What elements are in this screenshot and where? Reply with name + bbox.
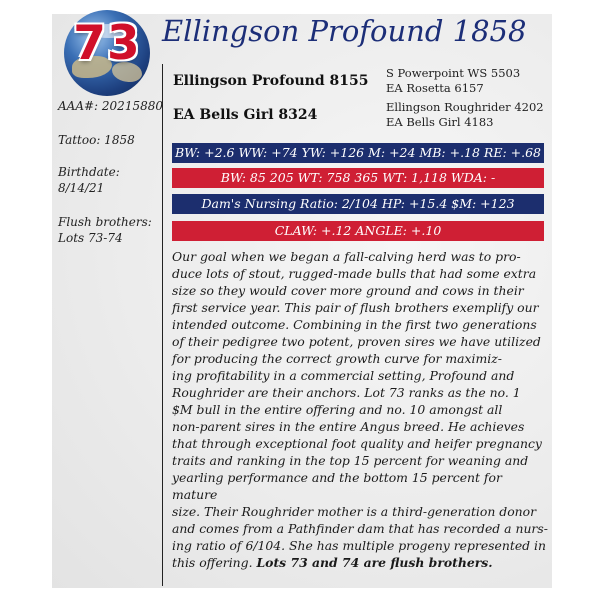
birthdate-label: Birthdate:: [58, 165, 120, 179]
pedigree-dam-sire: Ellingson Roughrider 4202: [386, 100, 544, 114]
description-line: size. Their Roughrider mother is a third-generation donor: [172, 504, 537, 519]
birthdate-value: 8/14/21: [58, 181, 105, 195]
lot-number: 73: [73, 16, 141, 71]
pedigree-sire: Ellingson Profound 8155: [173, 73, 369, 89]
aaa-number: AAA#: 20215880: [58, 99, 163, 113]
description-line: for producing the correct growth curve for maximiz-: [172, 351, 502, 366]
description-line: yearling performance and the bottom 15 percent for mature: [172, 470, 502, 502]
flush-brothers-note: Lots 73 and 74 are flush brothers.: [256, 555, 493, 570]
lot-description: [172, 248, 550, 571]
description-line: duce lots of stout, rugged-made bulls that had some extra: [172, 266, 537, 281]
pedigree-sire-sire: S Powerpoint WS 5503: [386, 66, 521, 80]
description-last-line-start: this offering.: [172, 555, 257, 570]
description-line: ing ratio of 6/104. She has multiple progeny represented in: [172, 538, 546, 553]
flush-brothers-value: Lots 73-74: [58, 231, 123, 245]
description-line: non-parent sires in the entire Angus breed. He achieves: [172, 419, 525, 434]
description-line: and comes from a Pathfinder dam that has recorded a nurs-: [172, 521, 548, 536]
description-line: intended outcome. Combining in the first two generations: [172, 317, 537, 332]
description-line: traits and ranking in the top 15 percent for weaning and: [172, 453, 529, 468]
nursing-ratio-bar: Dam's Nursing Ratio: 2/104 HP: +15.4 $M: +123: [172, 194, 544, 214]
description-line: Roughrider are their anchors. Lot 73 ranks as the no. 1: [172, 385, 521, 400]
description-line: size so they would cover more ground and cows in their: [172, 283, 524, 298]
description-last-line: [172, 554, 550, 571]
epd-bar: BW: +2.6 WW: +74 YW: +126 M: +24 MB: +.18 RE: +.68: [172, 143, 544, 163]
description-line: of their pedigree two potent, proven sires we have utilized: [172, 334, 541, 349]
pedigree-dam: EA Bells Girl 8324: [173, 107, 318, 123]
description-line: ing profitability in a commercial setting, Profound and: [172, 368, 515, 383]
flush-brothers-label: Flush brothers:: [58, 215, 152, 229]
description-line: that through exceptional foot quality and heifer pregnancy: [172, 436, 542, 451]
description-line: $M bull in the entire offering and no. 10 amongst all: [172, 402, 503, 417]
description-line: Our goal when we began a fall-calving herd was to pro-: [172, 249, 521, 264]
actuals-bar: BW: 85 205 WT: 758 365 WT: 1,118 WDA: -: [172, 168, 544, 188]
lot-title: Ellingson Profound 1858: [162, 14, 527, 48]
pedigree-sire-dam: EA Rosetta 6157: [386, 81, 484, 95]
pedigree-dam-dam: EA Bells Girl 4183: [386, 115, 494, 129]
tattoo: Tattoo: 1858: [58, 133, 135, 147]
description-line: first service year. This pair of flush brothers exemplify our: [172, 300, 539, 315]
claw-angle-bar: CLAW: +.12 ANGLE: +.10: [172, 221, 544, 241]
column-divider: [162, 64, 163, 586]
